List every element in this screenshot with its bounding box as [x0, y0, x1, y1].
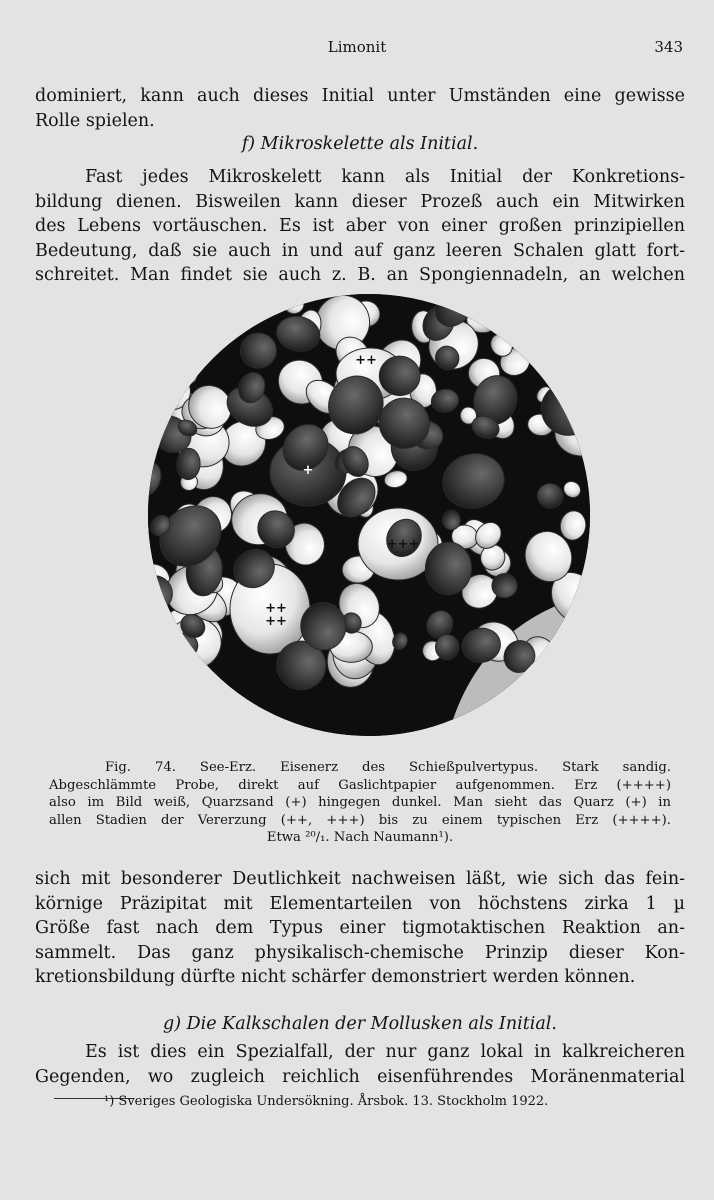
grain-label: ++ — [355, 353, 377, 368]
page-number: 343 — [654, 38, 683, 56]
caption-line: Fig. 74. See-Erz. Eisenerz des Schießpulvertypus. Stark sandig. — [105, 760, 671, 775]
sand-grain — [528, 314, 564, 353]
paragraph-3 — [35, 867, 685, 990]
sand-grain — [561, 618, 590, 650]
paragraph-4 — [35, 1040, 685, 1089]
text-line: dominiert, kann auch dieses Initial unter Umständen eine gewisse — [35, 86, 685, 106]
text-line: Rolle spielen. — [35, 110, 155, 131]
text-line: schreitet. Man findet sie auch z. B. an Spongiennadeln, an welchen — [35, 265, 685, 285]
grain-label: ++ — [265, 601, 287, 616]
sand-grain — [379, 355, 421, 396]
section-heading-f: f) Mikroskelette als Initial. — [241, 134, 479, 154]
sand-grain — [186, 294, 258, 333]
sand-grain — [527, 312, 579, 365]
sand-grain — [510, 294, 536, 319]
text-line: Größe fast nach dem Typus einer tigmotaktischen Reaktion an- — [35, 918, 685, 938]
sand-grain — [166, 335, 205, 378]
text-line: sich mit besonderer Deutlichkeit nachweisen läßt, wie sich das fein- — [35, 869, 685, 889]
paragraph-1 — [35, 84, 685, 133]
text-line: Bedeutung, daß sie auch in und auf ganz leeren Schalen glatt fort- — [35, 240, 685, 261]
sand-grain — [554, 297, 590, 354]
text-line: bildung dienen. Bisweilen kann dieser Prozeß auch ein Mitwirken — [35, 191, 685, 212]
running-title: Limonit — [327, 38, 387, 56]
micrograph-figure — [148, 294, 590, 736]
text-line: Fast jedes Mikroskelett kann als Initial der Konkretions- — [85, 167, 685, 187]
sand-grain — [168, 367, 191, 389]
figure-caption — [49, 759, 671, 847]
sand-grain — [174, 294, 241, 331]
text-line: Es ist dies ein Spezialfall, der nur ganz lokal in kalkreicheren — [85, 1042, 685, 1062]
micrograph-image — [148, 294, 590, 736]
caption-line: Etwa ²⁰/₁. Nach Naumann¹). — [266, 830, 454, 845]
sand-grain — [442, 510, 460, 530]
caption-line: also im Bild weiß, Quarzsand (+) hingegen dunkel. Man sieht das Quarz (+) in — [49, 795, 671, 810]
sand-grain — [158, 294, 211, 329]
sand-grain — [566, 349, 590, 374]
sand-grain — [148, 640, 176, 693]
page-header — [0, 38, 714, 58]
sand-grain — [177, 294, 211, 317]
caption-line: allen Stadien der Vererzung (++, +++) bis zu einem typischen Erz (++++). — [49, 812, 671, 828]
sand-grain — [148, 359, 178, 391]
sand-grain — [172, 309, 197, 331]
caption-line: Abgeschlämmte Probe, direkt auf Gaslichtpapier aufgenommen. Erz (++++) — [49, 777, 671, 793]
paragraph-2 — [35, 165, 685, 288]
grain-label: +++ — [386, 537, 420, 552]
text-line: körnige Präzipitat mit Elementarteilen von höchstens zirka 1 µ — [35, 893, 685, 914]
text-line: Gegenden, wo zugleich reichlich eisenführendes Moränenmaterial — [35, 1066, 685, 1087]
text-line: des Lebens vortäuschen. Es ist aber von einer großen prinzipiellen — [35, 216, 685, 236]
section-heading-g: g) Die Kalkschalen der Mollusken als Initial. — [163, 1014, 557, 1034]
grain-label: + — [302, 463, 314, 478]
footnote: ¹) Sveriges Geologiska Undersökning. Årsbok. 13. Stockholm 1922. — [104, 1094, 549, 1109]
grain-label: ++ — [265, 614, 287, 629]
text-line: kretionsbildung dürfte nicht schärfer demonstriert werden können. — [35, 967, 636, 987]
sand-grain — [148, 346, 170, 380]
text-line: sammelt. Das ganz physikalisch-chemische Prinzip dieser Kon- — [35, 942, 685, 963]
sand-grain — [549, 294, 586, 313]
